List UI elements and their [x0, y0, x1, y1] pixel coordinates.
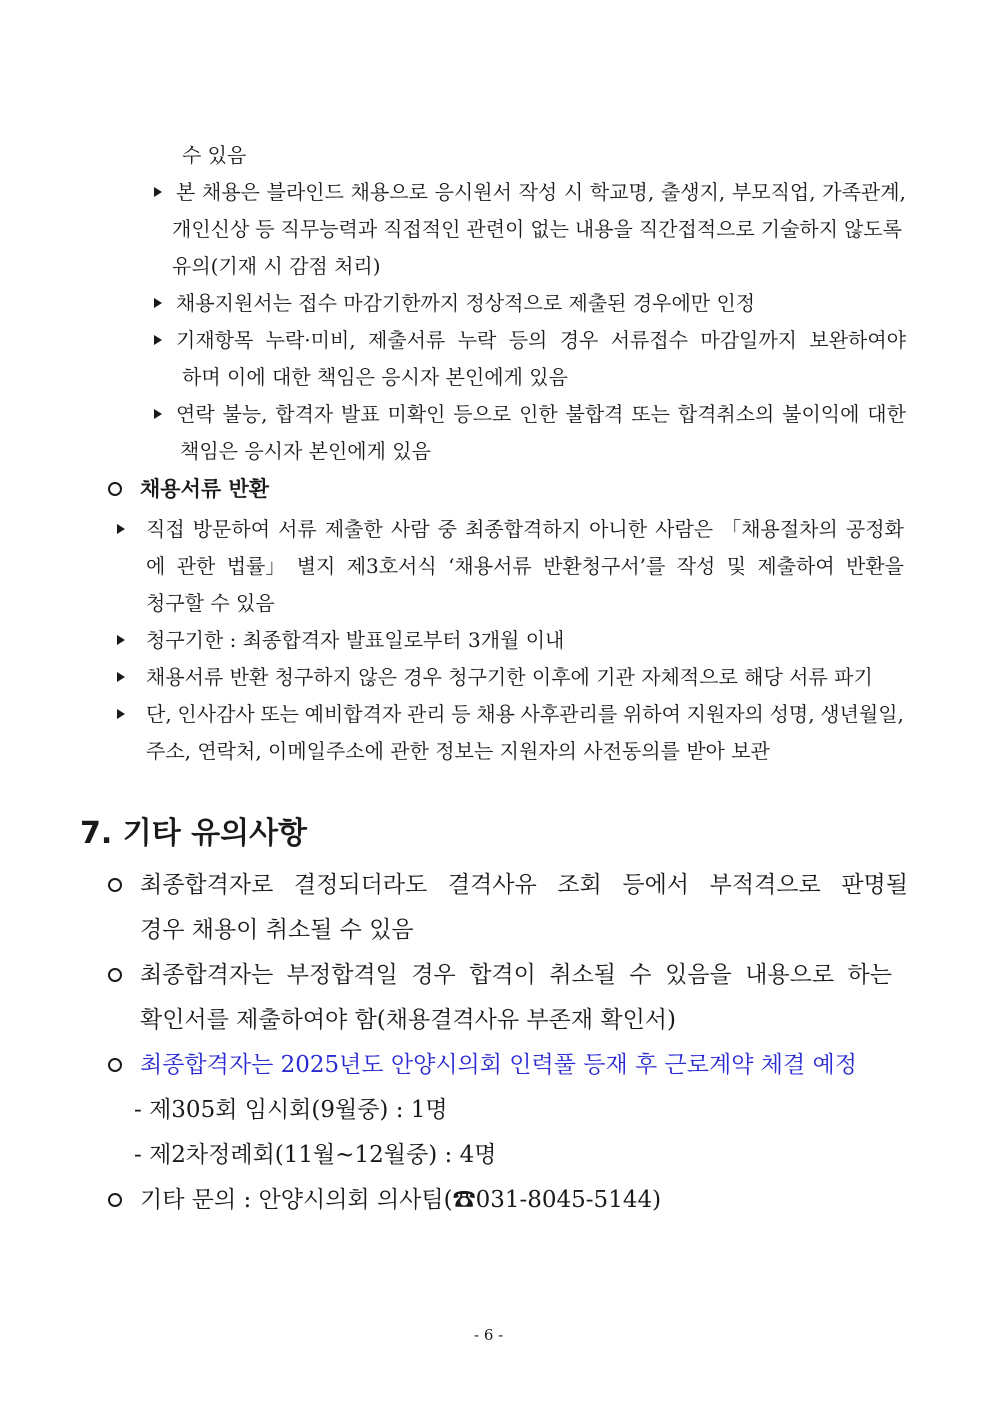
blind-item-3-line-2: 하며 이에 대한 책임은 응시자 본인에게 있음: [182, 365, 568, 389]
circle-bullet-icon: [108, 1058, 122, 1072]
notice-item-1-line-2: 경우 채용이 취소될 수 있음: [140, 917, 414, 943]
triangle-bullet-icon: [154, 298, 162, 308]
triangle-bullet-icon: [154, 409, 162, 419]
return-item-1-line-3: 청구할 수 있음: [146, 591, 275, 615]
return-section-heading: 채용서류 반환: [140, 476, 270, 501]
blind-item-1-line-1: 본 채용은 블라인드 채용으로 응시원서 작성 시 학교명, 출생지, 부모직업, 가족관계,: [176, 180, 906, 204]
return-item-4-line-2: 주소, 연락처, 이메일주소에 관한 정보는 지원자의 사전동의를 받아 보관: [146, 739, 770, 763]
blind-item-2-line-1: 채용지원서는 접수 마감기한까지 정상적으로 제출된 경우에만 인정: [176, 291, 756, 315]
triangle-bullet-icon: [117, 635, 125, 645]
continuation-text: 수 있음: [182, 143, 247, 167]
page-number: - 6 -: [474, 1326, 504, 1344]
notice-item-2-line-2: 확인서를 제출하여야 함(채용결격사유 부존재 확인서): [140, 1007, 676, 1033]
return-item-1-line-1: 직접 방문하여 서류 제출한 사람 중 최종합격하지 아니한 사람은 「채용절차의 공정화: [146, 517, 904, 541]
section-7-title: 7. 기타 유의사항: [80, 816, 308, 851]
blind-item-1-line-3: 유의(기재 시 감점 처리): [172, 254, 381, 278]
triangle-bullet-icon: [117, 524, 125, 534]
blind-item-4-line-2: 책임은 응시자 본인에게 있음: [180, 439, 431, 463]
schedule-sub-item-2: - 제2차정례회(11월~12월중) : 4명: [134, 1142, 497, 1168]
triangle-bullet-icon: [117, 709, 125, 719]
contact-info: 기타 문의 : 안양시의회 의사팀(☎031-8045-5144): [140, 1187, 662, 1213]
return-item-2-line-1: 청구기한 : 최종합격자 발표일로부터 3개월 이내: [146, 628, 565, 652]
blind-item-3-line-1: 기재항목 누락·미비, 제출서류 누락 등의 경우 서류접수 마감일까지 보완하여야: [176, 328, 906, 352]
triangle-bullet-icon: [154, 187, 162, 197]
notice-item-2-line-1: 최종합격자는 부정합격일 경우 합격이 취소될 수 있음을 내용으로 하는: [140, 962, 892, 988]
circle-bullet-icon: [108, 482, 122, 496]
circle-bullet-icon: [108, 878, 122, 892]
circle-bullet-icon: [108, 1193, 122, 1207]
return-item-3-line-1: 채용서류 반환 청구하지 않은 경우 청구기한 이후에 기관 자체적으로 해당 서류 파기: [146, 665, 873, 689]
blind-item-4-line-1: 연락 불능, 합격자 발표 미확인 등으로 인한 불합격 또는 합격취소의 불이익에 대한: [176, 402, 906, 426]
schedule-sub-item-1: - 제305회 임시회(9월중) : 1명: [134, 1097, 448, 1123]
return-item-4-line-1: 단, 인사감사 또는 예비합격자 관리 등 채용 사후관리를 위하여 지원자의 성명, 생년월일,: [146, 702, 904, 726]
blind-item-1-line-2: 개인신상 등 직무능력과 직접적인 관련이 없는 내용을 직간접적으로 기술하지 않도록: [172, 217, 902, 241]
circle-bullet-icon: [108, 968, 122, 982]
triangle-bullet-icon: [154, 335, 162, 345]
return-item-1-line-2: 에 관한 법률」 별지 제3호서식 ‘채용서류 반환청구서’를 작성 및 제출하여 반환을: [146, 554, 904, 578]
triangle-bullet-icon: [117, 672, 125, 682]
notice-item-3-line-1: 최종합격자는 2025년도 안양시의회 인력풀 등재 후 근로계약 체결 예정: [140, 1052, 857, 1078]
notice-item-1-line-1: 최종합격자로 결정되더라도 결격사유 조회 등에서 부적격으로 판명될: [140, 872, 908, 898]
